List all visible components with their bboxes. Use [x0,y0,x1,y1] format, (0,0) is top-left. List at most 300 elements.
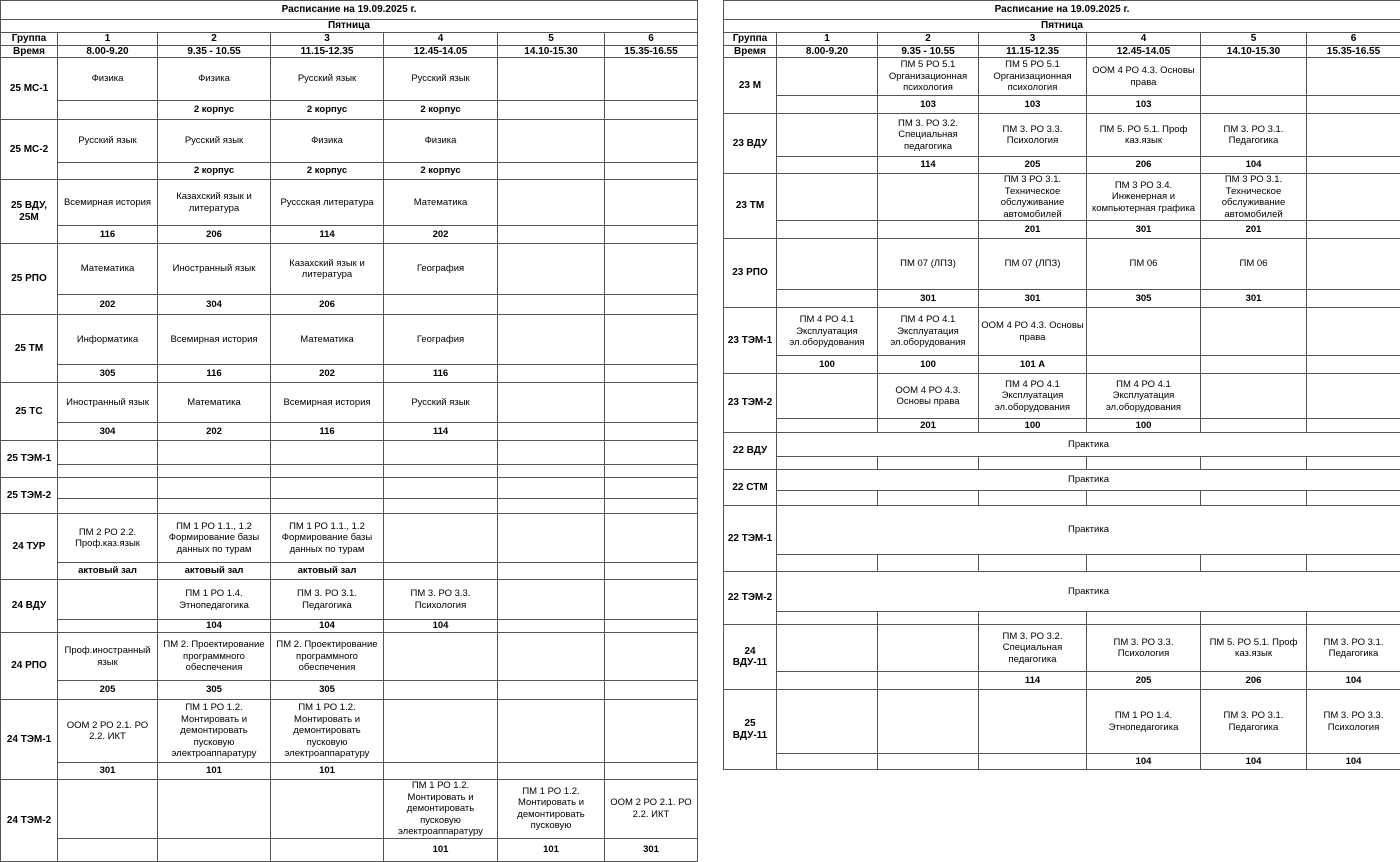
room-cell [1307,356,1400,374]
table-row [1,563,698,580]
period-time: 12.45-14.05 [1087,45,1201,58]
subject-cell: Математика [384,180,498,226]
subject-cell: Физика [271,120,384,163]
group-name: 24 РПО [1,633,58,700]
period-number: 4 [384,33,498,46]
table-row [1,580,698,620]
room-cell: 114 [271,226,384,244]
subject-cell [777,114,878,157]
room-cell: 206 [1087,157,1201,174]
subject-cell: ПМ 4 РО 4.1 Эксплуатация эл.оборудования [777,308,878,356]
subject-cell [384,441,498,465]
room-cell: 301 [605,838,698,861]
group-name: 25 ТЭМ-2 [1,478,58,514]
table-row [1,101,698,120]
subject-cell [979,690,1087,754]
practice-cell: Практика [777,433,1400,457]
subject-cell [498,441,605,465]
room-cell: 103 [979,96,1087,114]
subject-cell [498,180,605,226]
table-row [724,612,1400,625]
room-cell [777,754,878,770]
subject-cell: ООМ 4 РО 4.3. Основы права [1087,58,1201,96]
subject-cell: ПМ 5 РО 5.1 Организационная психология [878,58,979,96]
room-cell [1307,555,1400,572]
room-cell: 304 [158,295,271,315]
room-cell [1307,221,1400,239]
subject-cell: Проф.иностранный язык [58,633,158,681]
group-name: 22 ТЭМ-2 [724,572,777,625]
room-cell [605,465,698,478]
table-row [724,114,1400,157]
subject-cell [605,120,698,163]
period-time: 12.45-14.05 [384,45,498,58]
room-cell: 206 [1201,672,1307,690]
room-cell [1087,555,1201,572]
period-time: 9.35 - 10.55 [158,45,271,58]
subject-cell [605,244,698,295]
subject-cell [605,580,698,620]
group-name: 23 ВДУ [724,114,777,174]
period-number: 5 [498,33,605,46]
room-cell: 305 [158,681,271,700]
subject-cell: ПМ 3. РО 3.1. Педагогика [1201,690,1307,754]
group-name: 25 ВДУ, 25М [1,180,58,244]
subject-cell: ПМ 3. РО 3.1. Педагогика [1307,625,1400,672]
room-cell [1307,491,1400,506]
room-cell [498,163,605,180]
subject-cell: ПМ 2. Проектирование программного обеспечения [158,633,271,681]
subject-cell [158,780,271,839]
subject-cell [271,441,384,465]
subject-cell: География [384,244,498,295]
table-row [724,239,1400,290]
subject-cell [58,580,158,620]
subject-cell [605,180,698,226]
subject-cell: ПМ 1 РО 1.2. Монтировать и демонтировать пусковую электроаппаратуру [271,700,384,763]
room-cell: 104 [1087,754,1201,770]
subject-cell: ПМ 3. РО 3.3. Психология [1307,690,1400,754]
subject-cell [777,625,878,672]
period-time: 15.35-16.55 [1307,45,1400,58]
room-cell [384,499,498,514]
group-name: 22 ВДУ [724,433,777,470]
schedule-table-right [723,0,1400,770]
subject-cell [498,478,605,499]
room-cell: 101 [384,838,498,861]
period-number: 6 [1307,33,1400,46]
room-cell [878,555,979,572]
room-cell: 116 [58,226,158,244]
subject-cell [1307,374,1400,419]
subject-cell: ПМ 06 [1201,239,1307,290]
room-cell: 101 [271,763,384,780]
table-row [724,470,1400,491]
room-cell: 202 [58,295,158,315]
subject-cell [384,633,498,681]
group-name: 23 ТЭМ-2 [724,374,777,433]
table-row [1,838,698,861]
subject-cell [1087,308,1201,356]
room-cell: 2 корпус [158,163,271,180]
room-cell: 301 [1201,290,1307,308]
group-name: 25 ТМ [1,315,58,383]
room-cell [878,457,979,470]
room-cell [605,681,698,700]
subject-cell: ООМ 2 РО 2.1. РО 2.2. ИКТ [58,700,158,763]
subject-cell: Физика [158,58,271,101]
table-row [724,754,1400,770]
room-cell [58,499,158,514]
group-name: 24 ВДУ [1,580,58,633]
room-cell [58,101,158,120]
table-row [724,290,1400,308]
subject-cell: ПМ 2 РО 2.2. Проф.каз.язык [58,514,158,563]
subject-cell: ПМ 07 (ЛПЗ) [979,239,1087,290]
room-cell [777,290,878,308]
subject-cell [605,383,698,423]
room-cell: 101 А [979,356,1087,374]
table-row [1,180,698,226]
subject-cell [1307,239,1400,290]
subject-cell [384,700,498,763]
table-row [1,478,698,499]
room-cell [605,295,698,315]
table-row [724,491,1400,506]
period-time: 9.35 - 10.55 [878,45,979,58]
subject-cell [605,514,698,563]
subject-cell [605,633,698,681]
group-header: Группа [1,33,58,46]
table-row [1,620,698,633]
group-name: 24 ВДУ-11 [724,625,777,690]
subject-cell [498,700,605,763]
table-row [1,244,698,295]
room-cell [979,754,1087,770]
subject-cell [384,478,498,499]
practice-cell: Практика [777,470,1400,491]
subject-cell [271,478,384,499]
table-row [724,174,1400,221]
period-number: 2 [158,33,271,46]
room-cell [605,101,698,120]
period-number: 2 [878,33,979,46]
room-cell [498,365,605,383]
room-cell: 301 [58,763,158,780]
group-name: 22 СТМ [724,470,777,506]
subject-cell: Русский язык [384,383,498,423]
subject-cell: ПМ 3 РО 3.4. Инженерная и компьютерная графика [1087,174,1201,221]
subject-cell: ПМ 3. РО 3.2. Специальная педагогика [878,114,979,157]
table-row [1,365,698,383]
table-row [1,226,698,244]
room-cell [777,491,878,506]
period-number: 6 [605,33,698,46]
period-time: 11.15-12.35 [979,45,1087,58]
subject-cell [1307,58,1400,96]
subject-cell: Казахский язык и литература [158,180,271,226]
group-name: 24 ТЭМ-1 [1,700,58,780]
period-time: 8.00-9.20 [58,45,158,58]
subject-cell: Иностранный язык [158,244,271,295]
room-cell: 304 [58,423,158,441]
subject-cell [1201,308,1307,356]
table-row [1,499,698,514]
room-cell [498,423,605,441]
subject-cell: ПМ 3. РО 3.1. Педагогика [1201,114,1307,157]
room-cell [271,499,384,514]
subject-cell: География [384,315,498,365]
room-cell: 305 [58,365,158,383]
subject-cell: ПМ 3 РО 3.1. Техническое обслуживание автомобилей [1201,174,1307,221]
room-cell [1087,491,1201,506]
subject-cell [58,478,158,499]
period-number: 5 [1201,33,1307,46]
room-cell: 101 [498,838,605,861]
room-cell [1201,356,1307,374]
room-cell [605,365,698,383]
subject-cell: Информатика [58,315,158,365]
room-cell: 206 [158,226,271,244]
subject-cell [605,478,698,499]
room-cell [1087,457,1201,470]
room-cell [271,838,384,861]
subject-cell [498,383,605,423]
subject-cell [605,441,698,465]
room-cell: актовый зал [271,563,384,580]
subject-cell [498,514,605,563]
subject-cell [605,315,698,365]
room-cell [777,672,878,690]
room-cell: 2 корпус [158,101,271,120]
subject-cell [777,690,878,754]
room-cell: 104 [1201,754,1307,770]
room-cell: 100 [878,356,979,374]
subject-cell: ООМ 4 РО 4.3. Основы права [979,308,1087,356]
subject-cell: Русский язык [271,58,384,101]
room-cell [1201,612,1307,625]
subject-cell: ПМ 3. РО 3.1. Педагогика [271,580,384,620]
subject-cell: ПМ 1 РО 1.1., 1.2 Формирование базы данных по турам [158,514,271,563]
subject-cell: ПМ 06 [1087,239,1201,290]
room-cell [498,465,605,478]
room-cell: 301 [878,290,979,308]
table-row [1,163,698,180]
room-cell [979,457,1087,470]
subject-cell [878,174,979,221]
table-row [724,690,1400,754]
subject-cell: ПМ 5. РО 5.1. Проф каз.язык [1201,625,1307,672]
room-cell [1201,419,1307,433]
group-name: 25 ТЭМ-1 [1,441,58,478]
room-cell [605,226,698,244]
table-row [724,555,1400,572]
group-name: 25 РПО [1,244,58,315]
room-cell [777,157,878,174]
room-cell: 305 [1087,290,1201,308]
room-cell [384,295,498,315]
room-cell [1307,419,1400,433]
group-header: Группа [724,33,777,46]
group-name: 25 ТС [1,383,58,441]
table-row [724,625,1400,672]
period-time: 14.10-15.30 [498,45,605,58]
subject-cell [498,315,605,365]
room-cell [605,163,698,180]
subject-cell: ПМ 1 РО 1.1., 1.2 Формирование базы данных по турам [271,514,384,563]
room-cell [58,465,158,478]
subject-cell [878,690,979,754]
group-name: 25 МС-2 [1,120,58,180]
subject-cell: Математика [58,244,158,295]
room-cell [498,295,605,315]
group-name: 23 М [724,58,777,114]
table-row [1,465,698,478]
subject-cell: ПМ 4 РО 4.1 Эксплуатация эл.оборудования [979,374,1087,419]
room-cell: 116 [158,365,271,383]
table-row [1,633,698,681]
subject-cell [498,58,605,101]
room-cell [979,612,1087,625]
period-time: 15.35-16.55 [605,45,698,58]
subject-cell [158,441,271,465]
room-cell [777,612,878,625]
room-cell: 104 [1201,157,1307,174]
table-row [1,295,698,315]
table-row [724,419,1400,433]
subject-cell [498,120,605,163]
room-cell [158,499,271,514]
subject-cell [1307,114,1400,157]
group-name: 23 РПО [724,239,777,308]
period-number: 3 [979,33,1087,46]
subject-cell: ООМ 4 РО 4.3. Основы права [878,374,979,419]
room-cell [605,423,698,441]
table-row [1,315,698,365]
room-cell: 114 [878,157,979,174]
room-cell: 205 [58,681,158,700]
room-cell [1307,96,1400,114]
subject-cell: ПМ 07 (ЛПЗ) [878,239,979,290]
room-cell [498,499,605,514]
room-cell [878,754,979,770]
period-number: 1 [58,33,158,46]
schedule-table-left [0,0,698,862]
table-row [724,308,1400,356]
room-cell [498,763,605,780]
day-name: Пятница [1,20,698,33]
subject-cell: ПМ 3. РО 3.3. Психология [384,580,498,620]
room-cell [58,163,158,180]
subject-cell: Русский язык [158,120,271,163]
subject-cell: ПМ 1 РО 1.4. Этнопедагогика [158,580,271,620]
room-cell: 201 [1201,221,1307,239]
subject-cell [1307,308,1400,356]
time-header: Время [1,45,58,58]
subject-cell [777,239,878,290]
room-cell [384,563,498,580]
group-name: 23 ТМ [724,174,777,239]
group-name: 24 ТЭМ-2 [1,780,58,862]
table-row [724,433,1400,457]
subject-cell: Всемирная история [158,315,271,365]
room-cell [1201,491,1307,506]
practice-cell: Практика [777,572,1400,612]
room-cell [1307,157,1400,174]
room-cell: 2 корпус [384,101,498,120]
room-cell: 202 [384,226,498,244]
room-cell [1201,96,1307,114]
table-row [1,763,698,780]
room-cell: актовый зал [158,563,271,580]
table-row [1,441,698,465]
room-cell: 100 [1087,419,1201,433]
room-cell [1307,457,1400,470]
room-cell: 101 [158,763,271,780]
subject-cell: Иностранный язык [58,383,158,423]
subject-cell [605,58,698,101]
room-cell [384,681,498,700]
room-cell [1087,612,1201,625]
subject-cell [498,580,605,620]
group-name: 24 ТУР [1,514,58,580]
room-cell: 202 [158,423,271,441]
subject-cell: ПМ 3 РО 3.1. Техническое обслуживание автомобилей [979,174,1087,221]
room-cell [777,555,878,572]
subject-cell [1201,374,1307,419]
subject-cell: Казахский язык и литература [271,244,384,295]
room-cell: 301 [979,290,1087,308]
room-cell: 201 [878,419,979,433]
room-cell [605,563,698,580]
room-cell [777,419,878,433]
table-row [1,681,698,700]
room-cell: 116 [384,365,498,383]
group-name: 22 ТЭМ-1 [724,506,777,572]
room-cell: 205 [1087,672,1201,690]
room-cell: 103 [1087,96,1201,114]
subject-cell [777,58,878,96]
table-row [1,700,698,763]
table-row [1,780,698,839]
subject-cell: Физика [384,120,498,163]
subject-cell [777,374,878,419]
table-row [1,120,698,163]
schedule-sheet-left [0,0,697,862]
table-row [724,672,1400,690]
room-cell: 205 [979,157,1087,174]
subject-cell: ПМ 1 РО 1.2. Монтировать и демонтировать пусковую [498,780,605,839]
subject-cell: Русский язык [384,58,498,101]
subject-cell: Всемирная история [58,180,158,226]
group-name: 25 МС-1 [1,58,58,120]
room-cell: 100 [979,419,1087,433]
subject-cell [878,625,979,672]
period-number: 1 [777,33,878,46]
table-row [1,383,698,423]
group-name: 23 ТЭМ-1 [724,308,777,374]
room-cell [1201,457,1307,470]
period-number: 4 [1087,33,1201,46]
period-time: 14.10-15.30 [1201,45,1307,58]
room-cell: 2 корпус [271,163,384,180]
table-row [724,356,1400,374]
subject-cell [58,441,158,465]
room-cell: 104 [384,620,498,633]
subject-cell [58,780,158,839]
subject-cell [384,514,498,563]
room-cell [158,838,271,861]
